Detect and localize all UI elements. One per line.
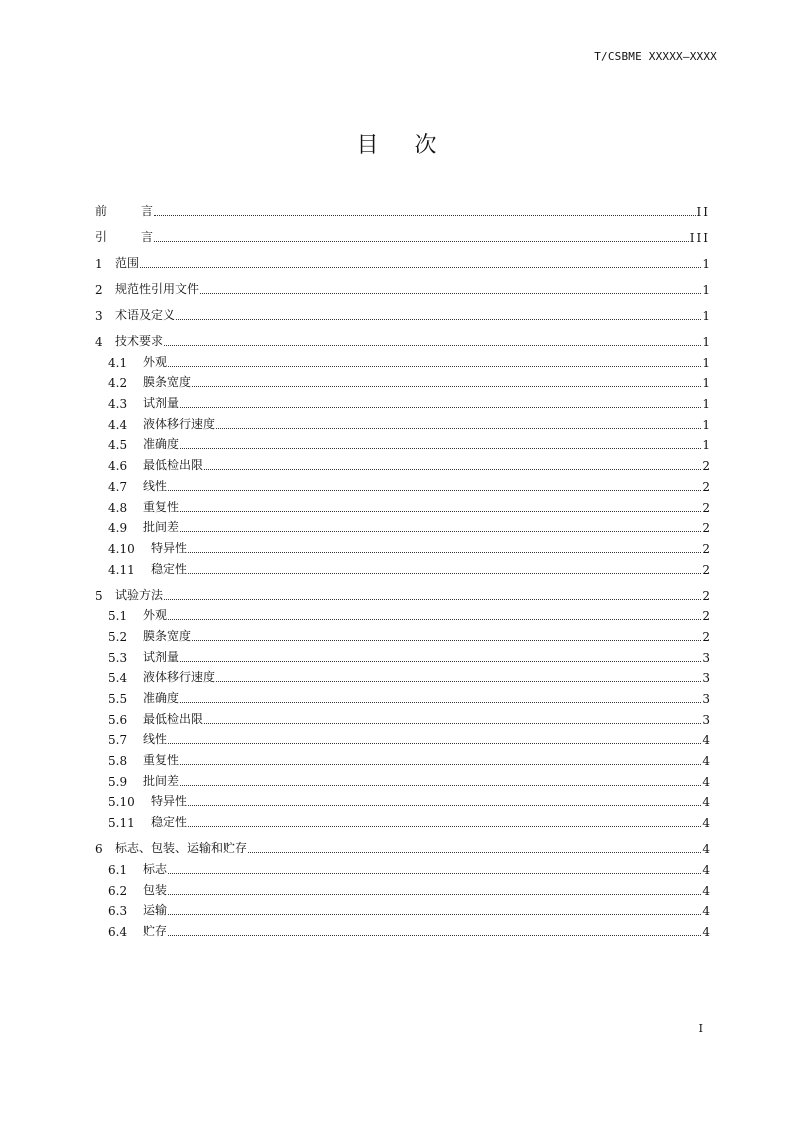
toc-entry-label: 前 言 <box>95 204 154 218</box>
toc-entry[interactable] <box>95 494 710 515</box>
toc-entry-page: 2 <box>702 541 710 556</box>
toc-entry[interactable] <box>95 432 710 453</box>
dot-leader <box>188 804 701 806</box>
toc-entry-label: 技术要求 <box>115 334 164 348</box>
toc-entry-page: 1 <box>702 309 710 323</box>
toc-entry-page: 4 <box>702 924 710 939</box>
toc-entry-page: 2 <box>702 500 710 515</box>
toc-entry-label: 贮存 <box>143 923 168 938</box>
toc-entry-page: 2 <box>702 588 710 603</box>
toc-entry[interactable] <box>95 411 710 432</box>
dot-leader <box>168 618 701 620</box>
toc-entry-number: 4.1 <box>108 355 128 370</box>
toc-entry-number: 6.4 <box>108 924 128 939</box>
toc-entry-page: 2 <box>702 479 710 494</box>
toc-entry-label: 试剂量 <box>143 396 180 411</box>
toc-entry[interactable] <box>95 644 710 665</box>
toc-entry[interactable] <box>95 727 710 748</box>
toc-entry-page: 3 <box>702 692 710 706</box>
toc-entry-label: 线性 <box>143 732 168 747</box>
toc-entry-page: 1 <box>702 438 710 453</box>
toc-entry[interactable] <box>95 473 710 494</box>
dot-leader <box>168 893 701 895</box>
toc-entry[interactable] <box>95 747 710 768</box>
toc-entry-number: 6 <box>95 842 103 857</box>
toc-entry-label: 最低检出限 <box>143 711 204 726</box>
toc-entry[interactable] <box>95 219 710 245</box>
toc-entry-number: 4 <box>95 335 103 349</box>
dot-leader <box>200 292 701 294</box>
toc-entry-number: 1 <box>95 257 103 271</box>
toc-entry-label: 批间差 <box>143 520 180 535</box>
toc-entry[interactable] <box>95 349 710 370</box>
toc-entry-number: 6.3 <box>108 904 128 919</box>
dot-leader <box>248 851 701 853</box>
dot-leader <box>140 266 701 268</box>
dot-leader <box>164 598 701 600</box>
toc-entry[interactable] <box>95 623 710 644</box>
toc-entry[interactable] <box>95 193 710 219</box>
toc-entry-page: 4 <box>702 883 710 898</box>
toc-entry[interactable] <box>95 918 710 939</box>
toc-entry-number: 6.1 <box>108 862 128 877</box>
toc-entry-number: 5.3 <box>108 650 128 665</box>
toc-entry-page: 2 <box>702 609 710 624</box>
toc-entry[interactable] <box>95 577 710 603</box>
toc-entry[interactable] <box>95 789 710 810</box>
toc-entry-page: 4 <box>702 904 710 919</box>
toc-entry-label: 膜条宽度 <box>143 628 192 643</box>
toc-entry-label: 液体移行速度 <box>143 670 216 685</box>
toc-entry-number: 5.5 <box>108 692 128 706</box>
toc-entry-label: 试验方法 <box>115 587 164 602</box>
toc-entry-number: 5.4 <box>108 671 128 686</box>
toc-entry-number: 4.4 <box>108 417 128 432</box>
toc-entry-label: 外观 <box>143 354 168 369</box>
toc-entry[interactable] <box>95 685 710 706</box>
toc-entry-number: 4.11 <box>108 562 135 577</box>
title-char-1: 目 <box>356 133 379 158</box>
toc-entry-page: 2 <box>702 459 710 474</box>
table-of-contents <box>95 193 710 939</box>
toc-entry-number: 4.2 <box>108 376 128 391</box>
toc-entry-number: 4.7 <box>108 479 128 494</box>
toc-entry-page: 3 <box>702 671 710 686</box>
toc-entry[interactable] <box>95 297 710 323</box>
toc-entry[interactable] <box>95 390 710 411</box>
toc-entry-page: 4 <box>702 774 710 789</box>
toc-entry[interactable] <box>95 370 710 391</box>
dot-leader <box>180 763 701 765</box>
toc-entry-page: 3 <box>702 650 710 665</box>
dot-leader <box>168 365 701 367</box>
toc-entry[interactable] <box>95 768 710 789</box>
toc-entry[interactable] <box>95 452 710 473</box>
toc-entry-page: 1 <box>702 355 710 370</box>
dot-leader <box>154 214 695 216</box>
toc-entry-number: 5.8 <box>108 754 128 769</box>
toc-entry-label: 术语及定义 <box>115 308 176 322</box>
toc-entry[interactable] <box>95 877 710 898</box>
toc-entry-page: 1 <box>702 417 710 432</box>
dot-leader <box>180 406 701 408</box>
dot-leader <box>168 742 701 744</box>
toc-entry-number: 5.11 <box>108 816 135 831</box>
toc-entry-number: 4.9 <box>108 521 128 536</box>
dot-leader <box>204 468 701 470</box>
toc-entry-number: 3 <box>95 309 103 323</box>
toc-entry[interactable] <box>95 830 710 856</box>
dot-leader <box>192 385 701 387</box>
toc-entry-number: 5.1 <box>108 609 128 624</box>
toc-entry-label: 标志 <box>143 861 168 876</box>
dot-leader <box>188 572 701 574</box>
dot-leader <box>164 344 701 346</box>
dot-leader <box>180 660 701 662</box>
dot-leader <box>188 551 701 553</box>
toc-entry-label: 稳定性 <box>151 561 188 576</box>
toc-entry-page: 4 <box>702 816 710 831</box>
dot-leader <box>204 722 701 724</box>
toc-entry-label: 规范性引用文件 <box>115 282 200 296</box>
page-number: I <box>698 1022 703 1035</box>
toc-entry-label: 液体移行速度 <box>143 416 216 431</box>
toc-entry-page: II <box>696 205 710 219</box>
toc-entry-label: 引 言 <box>95 230 154 244</box>
toc-entry[interactable] <box>95 245 710 271</box>
toc-entry-page: 1 <box>702 397 710 412</box>
toc-entry[interactable] <box>95 856 710 877</box>
toc-entry-label: 包装 <box>143 882 168 897</box>
toc-entry-label: 线性 <box>143 478 168 493</box>
toc-entry-label: 准确度 <box>143 691 180 705</box>
document-code: T/CSBME XXXXX—XXXX <box>594 50 717 63</box>
toc-entry-page: 1 <box>702 257 710 271</box>
toc-entry-number: 5.2 <box>108 629 128 644</box>
toc-entry-page: 1 <box>702 335 710 349</box>
toc-entry[interactable] <box>95 535 710 556</box>
dot-leader <box>180 701 701 703</box>
toc-entry-page: III <box>689 231 710 245</box>
toc-entry[interactable] <box>95 809 710 830</box>
toc-entry[interactable] <box>95 556 710 577</box>
toc-entry[interactable] <box>95 706 710 727</box>
toc-entry-page: 1 <box>702 376 710 391</box>
toc-entry-label: 最低检出限 <box>143 458 204 473</box>
toc-entry-page: 4 <box>702 733 710 748</box>
toc-entry[interactable] <box>95 271 710 297</box>
toc-entry-number: 4.6 <box>108 459 128 474</box>
toc-entry-label: 批间差 <box>143 773 180 788</box>
toc-entry-label: 重复性 <box>143 753 180 768</box>
dot-leader <box>168 872 701 874</box>
toc-entry[interactable] <box>95 323 710 349</box>
toc-entry-number: 6.2 <box>108 883 128 898</box>
toc-entry-label: 膜条宽度 <box>143 375 192 390</box>
dot-leader <box>180 447 701 449</box>
toc-entry-number: 2 <box>95 283 103 297</box>
dot-leader <box>180 784 701 786</box>
toc-entry-page: 2 <box>702 562 710 577</box>
toc-entry-page: 4 <box>702 795 710 810</box>
dot-leader <box>154 240 689 242</box>
toc-entry-number: 5.7 <box>108 733 128 748</box>
dot-leader <box>216 680 701 682</box>
dot-leader <box>168 934 701 936</box>
toc-entry[interactable] <box>95 515 710 536</box>
toc-entry-number: 5.9 <box>108 774 128 789</box>
toc-entry-page: 2 <box>702 521 710 536</box>
toc-entry-number: 5.6 <box>108 712 128 727</box>
toc-entry-number: 4.10 <box>108 541 135 556</box>
toc-entry-label: 重复性 <box>143 499 180 514</box>
toc-entry-label: 范围 <box>115 256 140 270</box>
dot-leader <box>180 530 701 532</box>
dot-leader <box>168 489 701 491</box>
toc-entry-number: 4.8 <box>108 500 128 515</box>
toc-entry-page: 3 <box>702 712 710 727</box>
toc-entry-page: 1 <box>702 283 710 297</box>
dot-leader <box>188 825 701 827</box>
title-char-2: 次 <box>414 133 437 158</box>
toc-entry-label: 特异性 <box>151 794 188 809</box>
toc-entry-page: 2 <box>702 629 710 644</box>
toc-entry-label: 特异性 <box>151 540 188 555</box>
dot-leader <box>192 639 701 641</box>
toc-entry[interactable] <box>95 603 710 624</box>
toc-entry-number: 4.3 <box>108 397 128 412</box>
toc-entry-page: 4 <box>702 754 710 769</box>
dot-leader <box>168 913 701 915</box>
toc-entry-label: 稳定性 <box>151 815 188 830</box>
toc-entry-number: 4.5 <box>108 438 128 453</box>
dot-leader <box>216 427 701 429</box>
toc-entry-label: 准确度 <box>143 437 180 452</box>
toc-entry-number: 5 <box>95 588 103 603</box>
page-title <box>0 128 793 159</box>
toc-entry[interactable] <box>95 665 710 686</box>
dot-leader <box>180 510 701 512</box>
toc-entry-label: 标志、包装、运输和贮存 <box>115 841 248 856</box>
toc-entry-label: 试剂量 <box>143 649 180 664</box>
dot-leader <box>176 318 701 320</box>
toc-entry-label: 外观 <box>143 608 168 623</box>
toc-entry-number: 5.10 <box>108 795 135 810</box>
toc-entry-page: 4 <box>702 862 710 877</box>
toc-entry-label: 运输 <box>143 903 168 918</box>
toc-entry[interactable] <box>95 898 710 919</box>
toc-entry-page: 4 <box>702 842 710 857</box>
